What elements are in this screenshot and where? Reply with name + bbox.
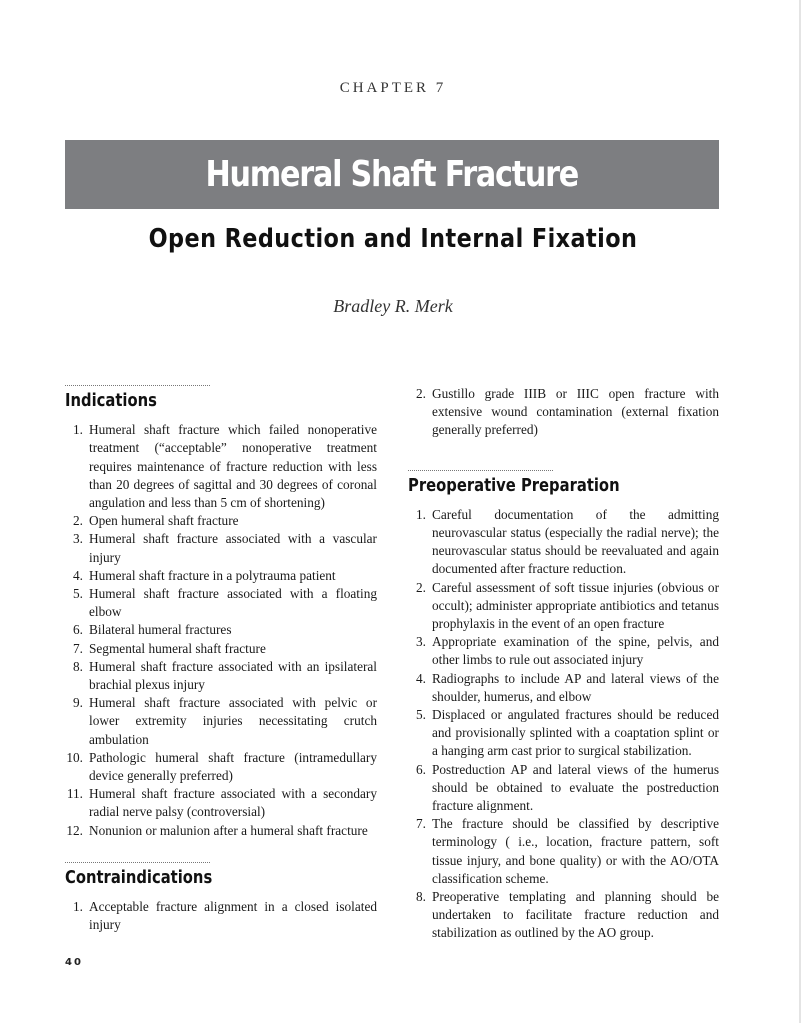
list-item: 11. Humeral shaft fracture associated with a secondary radial nerve palsy (controversial) bbox=[66, 786, 377, 820]
contraindications-list bbox=[65, 898, 377, 934]
list-item: 4. Humeral shaft fracture in a polytrauma patient bbox=[73, 567, 336, 583]
title-banner bbox=[65, 140, 719, 209]
list-item: 5. Humeral shaft fracture associated with a floating elbow bbox=[73, 586, 377, 620]
list-item: 9. Humeral shaft fracture associated with pelvic or lower extremity injuries necessitating crutch ambulation bbox=[73, 695, 377, 747]
contraindications-heading: Contraindications bbox=[65, 866, 213, 888]
list-item: 12. Nonunion or malunion after a humeral shaft fracture bbox=[66, 822, 368, 838]
right-column bbox=[408, 385, 719, 943]
list-item: 2. Careful assessment of soft tissue injuries (obvious or occult); administer appropriate antibiotics and tetanus prophylaxis in the event of an open fracture bbox=[416, 579, 719, 632]
chapter-title: Humeral Shaft Fracture bbox=[205, 154, 579, 195]
preoperative-list bbox=[408, 506, 719, 943]
list-item: 3. Humeral shaft fracture associated with a vascular injury bbox=[73, 531, 377, 565]
list-item: 1. Careful documentation of the admitting neurovascular status (especially the radial nerve); the neurovascular status should be reevaluated and again documented after fracture reduction. bbox=[416, 506, 719, 577]
list-item: 7. The fracture should be classified by descriptive terminology ( i.e., location, fracture pattern, soft tissue injury, and bone quality) or with the AO/OTA classification scheme. bbox=[416, 816, 719, 886]
list-item: 6. Postreduction AP and lateral views of the humerus should be obtained to evaluate the postreduction fracture alignment. bbox=[416, 761, 719, 814]
list-item: 6. Bilateral humeral fractures bbox=[73, 622, 232, 638]
chapter-label: CHAPTER 7 bbox=[339, 80, 447, 96]
list-item: 2. Open humeral shaft fracture bbox=[73, 513, 239, 529]
section-divider bbox=[408, 470, 553, 471]
list-item: 10. Pathologic humeral shaft fracture (intramedullary device generally preferred) bbox=[66, 749, 377, 784]
preoperative-heading: Preoperative Preparation bbox=[408, 474, 620, 496]
section-divider bbox=[65, 385, 210, 386]
indications-heading: Indications bbox=[65, 390, 157, 411]
list-item: 3. Appropriate examination of the spine, pelvis, and other limbs to rule out associated injury bbox=[416, 634, 719, 668]
list-item: 5. Displaced or angulated fractures should be reduced and provisionally splinted with a coaptation splint or a hanging arm cast prior to surgical stabilization. bbox=[416, 707, 719, 759]
list-item: 1. Humeral shaft fracture which failed nonoperative treatment (“acceptable” nonoperative treatment requires maintenance of fracture reduction with less than 20 degrees of sagittal and 30 degrees of coronal angulation and less than 5 cm of shortening) bbox=[73, 422, 377, 511]
section-divider bbox=[65, 862, 210, 863]
list-item: 7. Segmental humeral shaft fracture bbox=[73, 640, 266, 656]
list-item: 8. Preoperative templating and planning should be undertaken to facilitate fracture reduction and stabilization as outlined by the AO group. bbox=[416, 889, 719, 941]
list-item: 8. Humeral shaft fracture associated with an ipsilateral brachial plexus injury bbox=[73, 658, 377, 693]
page-number: 40 bbox=[65, 957, 83, 968]
list-item: 1. Acceptable fracture alignment in a closed isolated injury bbox=[73, 899, 377, 933]
contraindications-list-continued bbox=[408, 385, 719, 440]
list-item: 4. Radiographs to include AP and lateral views of the shoulder, humerus, and elbow bbox=[416, 670, 719, 704]
author-name: Bradley R. Merk bbox=[333, 296, 453, 316]
indications-list bbox=[65, 421, 377, 840]
chapter-subtitle: Open Reduction and Internal Fixation bbox=[148, 224, 638, 254]
list-item: 2. Gustillo grade IIIB or IIIC open fracture with extensive wound contamination (external fixation generally preferred) bbox=[416, 386, 719, 438]
left-column bbox=[65, 385, 377, 934]
